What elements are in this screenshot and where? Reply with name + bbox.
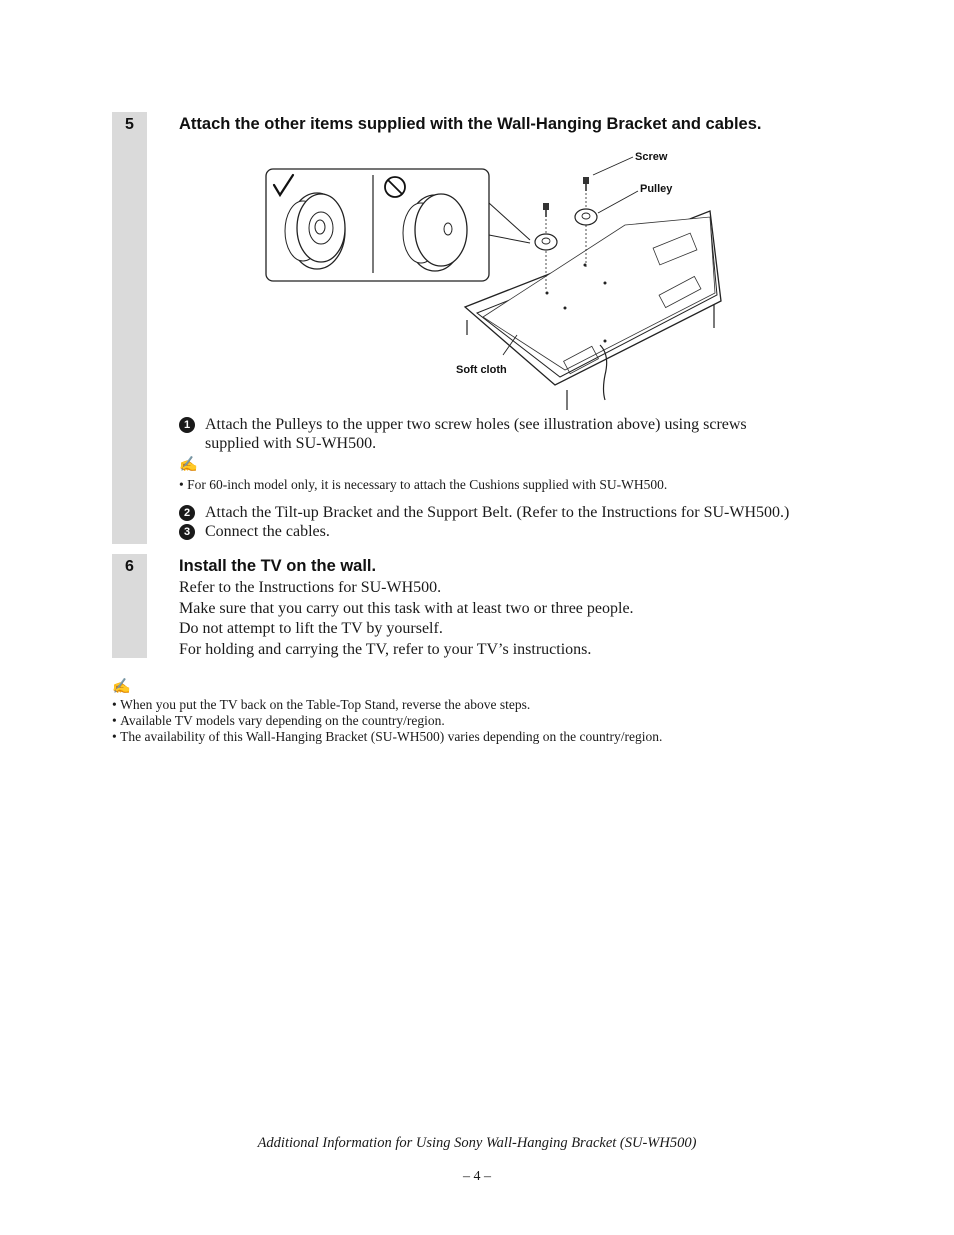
step-5-tab [112,112,147,544]
general-note-2-text: Available TV models vary depending on the country/region. [120,713,445,728]
step-6-line-3: Do not attempt to lift the TV by yourself. [179,620,443,637]
step-6-heading: Install the TV on the wall. [179,557,377,575]
step-6-number: 6 [125,558,134,575]
general-note-3-text: The availability of this Wall-Hanging Bracket (SU-WH500) varies depending on the country/region. [120,729,663,744]
pulley-correct [285,193,345,269]
bullet-dot: • [112,713,121,728]
page-number: – 4 – [463,1169,491,1184]
bullet-dot: • [179,477,188,492]
label-pulley: Pulley [640,183,673,195]
step-5-item-1-line-1: Attach the Pulleys to the upper two screw holes (see illustration above) using screws [205,416,747,433]
label-screw: Screw [635,151,668,163]
circled-number-2: 2 [179,505,195,521]
step-5-heading: Attach the other items supplied with the Wall-Hanging Bracket and cables. [179,115,762,133]
note-pencil-icon: ✍ [179,457,198,473]
step-5-note-text: For 60-inch model only, it is necessary to attach the Cushions supplied with SU-WH500. [187,477,668,492]
step-6-line-2: Make sure that you carry out this task with at least two or three people. [179,600,634,617]
step-5-note [179,477,667,493]
circled-number-3: 3 [179,524,195,540]
step-5-item-2-text: Attach the Tilt-up Bracket and the Support Belt. (Refer to the Instructions for SU-WH500.) [205,504,790,521]
step-6-line-1: Refer to the Instructions for SU-WH500. [179,579,442,596]
bullet-dot: • [112,729,121,744]
general-note-pencil-icon: ✍ [112,679,131,695]
pulley-installation-figure [255,145,755,415]
label-soft-cloth: Soft cloth [456,364,507,376]
general-note-3 [112,729,662,745]
footer-title: Additional Information for Using Sony Wall-Hanging Bracket (SU-WH500) [257,1135,697,1151]
bullet-dot: • [112,697,121,712]
step-5-item-3-text: Connect the cables. [205,523,330,540]
step-5-number: 5 [125,116,134,133]
step-5-item-2 [179,503,790,522]
general-note-1 [112,697,530,713]
tv-rear-illustration [465,211,721,410]
circled-number-1: 1 [179,417,195,433]
step-5-item-1-line-2: supplied with SU-WH500. [205,435,377,452]
general-note-2 [112,713,445,729]
general-note-1-text: When you put the TV back on the Table-Top Stand, reverse the above steps. [120,697,531,712]
step-5-item-3 [179,522,330,541]
step-6-line-4: For holding and carrying the TV, refer to your TV’s instructions. [179,641,592,658]
step-5-item-1 [179,415,747,452]
